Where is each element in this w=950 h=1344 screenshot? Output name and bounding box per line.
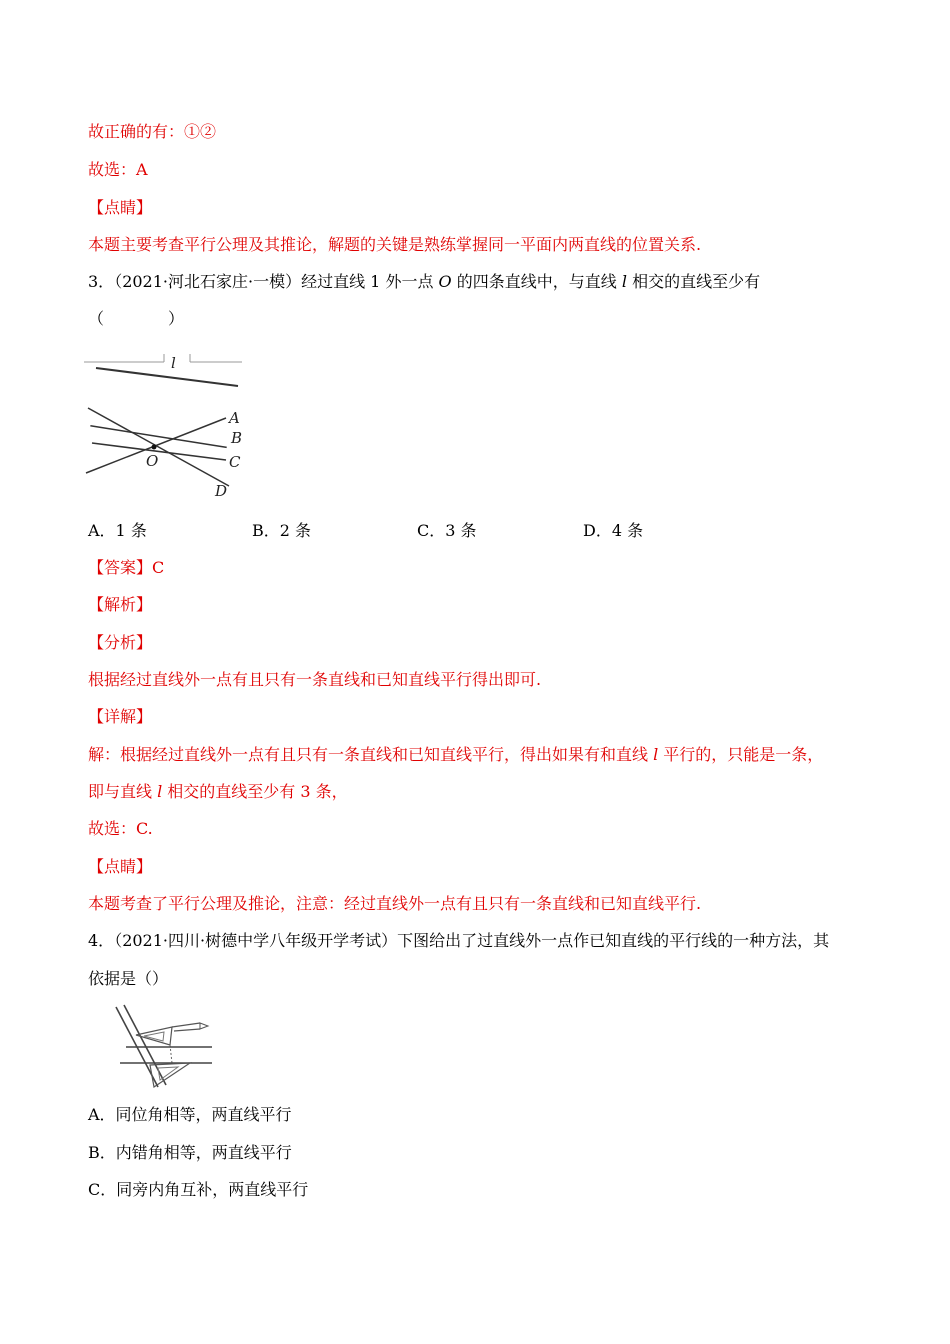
- question-number: 3．: [88, 272, 115, 291]
- ray-label-d: D: [215, 482, 228, 500]
- detail-part: 相交的直线至少有 3 条，: [162, 782, 348, 801]
- comment-tag: 【点睛】: [88, 198, 153, 217]
- correct-statements-line: 故正确的有：①②: [88, 122, 217, 141]
- point-o-figure-label: O: [146, 452, 159, 470]
- stem-part: 相交的直线至少有: [626, 272, 761, 291]
- fenxi-text: 根据经过直线外一点有且只有一条直线和已知直线平行得出即可.: [88, 670, 542, 689]
- option-c: C．3 条: [417, 521, 477, 540]
- pencil: [172, 1023, 200, 1027]
- detail-part: 平行的，只能是一条，: [658, 745, 824, 764]
- ray-label-c: C: [229, 453, 241, 471]
- ray-label-b: B: [231, 429, 243, 447]
- option-a: A．1 条: [88, 521, 147, 540]
- answer-line: [88, 558, 164, 578]
- comment-text-2: 本题考查了平行公理及推论，注意：经过直线外一点有且只有一条直线和已知直线平行.: [88, 894, 702, 913]
- line-l-inline: l: [653, 745, 659, 764]
- detail-line-1: [88, 745, 823, 765]
- set-square-top-inner: [144, 1032, 164, 1041]
- question-number: 4．: [88, 931, 115, 950]
- pencil-tip: [200, 1023, 208, 1029]
- line-l-label: l: [621, 272, 627, 291]
- line-l-figure-label: l: [171, 354, 176, 372]
- line-oc: [92, 443, 226, 460]
- point-o: [152, 445, 157, 450]
- comment-text: 本题主要考查平行公理及其推论，解题的关键是熟练掌握同一平面内两直线的位置关系.: [88, 235, 702, 254]
- question-3-figure: [84, 348, 249, 503]
- detail-line-2: [88, 782, 348, 802]
- line-od: [88, 408, 229, 486]
- point-o-label: O: [438, 272, 452, 291]
- answer-blank: （ ）: [88, 309, 185, 328]
- choose-answer-line: 故选：A: [88, 160, 148, 179]
- detail-part: 即与直线: [88, 782, 158, 801]
- ray-label-a: A: [229, 409, 240, 427]
- answer-tag: 【答案】: [88, 558, 153, 577]
- option-d: D．4 条: [583, 521, 644, 540]
- question-4-option-c: C．同旁内角互补，两直线平行: [88, 1180, 309, 1199]
- question-4-stem-line-2: 依据是（）: [88, 969, 169, 988]
- stem-part: 经过直线 1 外一点: [301, 272, 439, 291]
- detail-part: 解：根据经过直线外一点有且只有一条直线和已知直线平行，得出如果有和直线: [88, 745, 654, 764]
- option-b: B．2 条: [252, 521, 312, 540]
- line-l-inline: l: [157, 782, 163, 801]
- fenxi-tag: 【分析】: [88, 633, 153, 652]
- pencil: [174, 1029, 200, 1031]
- ruler-edge: [124, 1005, 166, 1085]
- detail-line-3: 故选：C.: [88, 819, 153, 838]
- answer-value: C: [152, 558, 165, 577]
- question-4-option-a: A．同位角相等，两直线平行: [88, 1105, 292, 1124]
- analysis-tag: 【解析】: [88, 595, 153, 614]
- question-4-figure: [110, 1005, 220, 1090]
- line-l: [96, 368, 238, 386]
- question-4-option-b: B．内错角相等，两直线平行: [88, 1143, 292, 1162]
- question-4-stem-line-1: [88, 931, 829, 951]
- set-square-top: [136, 1027, 172, 1045]
- question-3-stem: [88, 272, 760, 292]
- detail-tag: 【详解】: [88, 707, 153, 726]
- comment-tag-2: 【点睛】: [88, 857, 153, 876]
- stem-part: （2021·四川·树德中学八年级开学考试）下图给出了过直线外一点作已知直线的平行线的一种方法，其: [114, 931, 830, 950]
- stem-part: 的四条直线中，与直线: [451, 272, 622, 291]
- question-source: （2021·河北石家庄·一模）: [114, 272, 302, 291]
